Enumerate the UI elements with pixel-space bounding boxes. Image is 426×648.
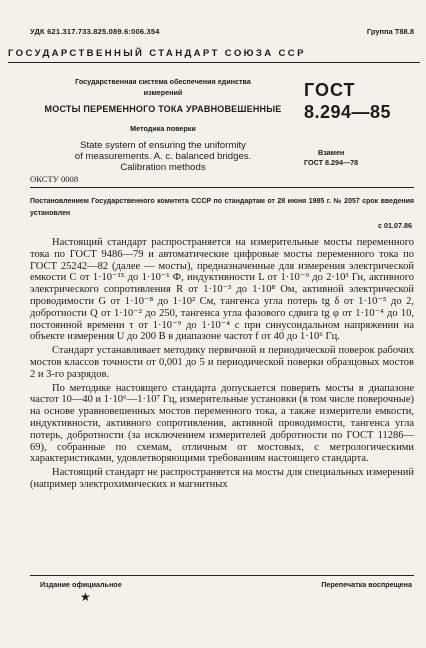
paragraph-exclusions: Настоящий стандарт не распространяется на мосты для специальных измерений (например электрохимических и магнитных [30,467,414,490]
bottom-rule [30,575,414,576]
replaces-value: ГОСТ 8.294—78 [304,158,359,167]
effective-date: с 01.07.86 [378,221,412,230]
english-line-1: State system of ensuring the uniformity [80,140,246,151]
main-title: МОСТЫ ПЕРЕМЕННОГО ТОКА УРАВНОВЕШЕННЫЕ [44,104,282,114]
english-line-3: Calibration methods [120,162,206,173]
system-line-1: Государственная система обеспечения единства [75,77,251,86]
decree-text: Постановлением Государственного комитета СССР по стандартам от 28 июня 1985 г. № 2057 срок введения установлен [30,198,414,217]
gost-label: ГОСТ [304,80,356,100]
english-line-2: of measurements. A. c. balanced bridges. [74,151,252,162]
group-code: Группа Т88.8 [366,27,414,36]
paragraph-method: Стандарт устанавливает методику первичной и периодической поверок рабочих мостов классов точности от 0,001 до 5 и периодической поверки образцовых мостов 2 и 3-го разрядов. [30,345,414,380]
middle-rule [30,187,414,188]
system-line-2: измерений [143,88,183,97]
official-edition: Издание официальное [40,580,122,589]
reprint-prohibited: Перепечатка воспрещена [321,580,412,589]
method-title: Методика поверки [130,124,196,133]
paragraph-scope: Настоящий стандарт распространяется на измерительные мосты переменного тока по ГОСТ 9486—79 и автоматические цифровые мосты переменного тока по ГОСТ 25242—82 (далее — мосты), предназначенные для измерения электрической емкости C от 1·10⁻¹⁵ до 1·10⁻¹ Ф, индуктивности L от 1·10⁻⁹ до 2·10³ Гн, активного электрического сопротивления R от 1·10⁻³ до 1·10⁸ Ом, активной электрической проводимости G от 1·10⁻⁸ до 1·10² См, тангенса угла потерь tg δ от 1·10⁻⁵ до 2, добротности Q от 1·10⁻² до 250, тангенса угла фазового сдвига tg φ от 1·10⁻⁴ до 10, постоянной времени τ от 1·10⁻⁹ до 1·10⁻⁴ с при синусоидальном напряжении на объекте измерения U до 200 В в диапазоне частот f от 40 до 1·10⁶ Гц. [30,237,414,343]
star-icon: ★ [80,590,91,604]
okstu-code: ОКСТУ 0008 [30,174,79,184]
udk-code: УДК 621.317.733.825.089.6:006.354 [30,27,160,36]
replaces-label: Взамен [318,148,345,157]
standard-banner: ГОСУДАРСТВЕННЫЙ СТАНДАРТ СОЮЗА ССР [8,48,306,59]
system-title [30,76,296,98]
paragraph-permitted: По методике настоящего стандарта допускается поверять мосты в диапазоне частот 10—40 и 1·10⁶—1·10⁷ Гц, измерительные установки (в том числе поверочные) на основе уравновешенных мостов переменного тока, а также измерители емкости, индуктивности, активного сопротивления, активной проводимости, тангенса угла потерь, добротности (за исключением измерителей добротности по ГОСТ 11286—69), собранные по схемам, отличным от мостовых, с метрологическими характеристиками, удовлетворяющими требованиям настоящего стандарта. [30,382,414,465]
english-title [30,140,296,173]
body-text [30,237,414,493]
gost-number: 8.294—85 [304,102,392,122]
top-rule [8,62,420,63]
